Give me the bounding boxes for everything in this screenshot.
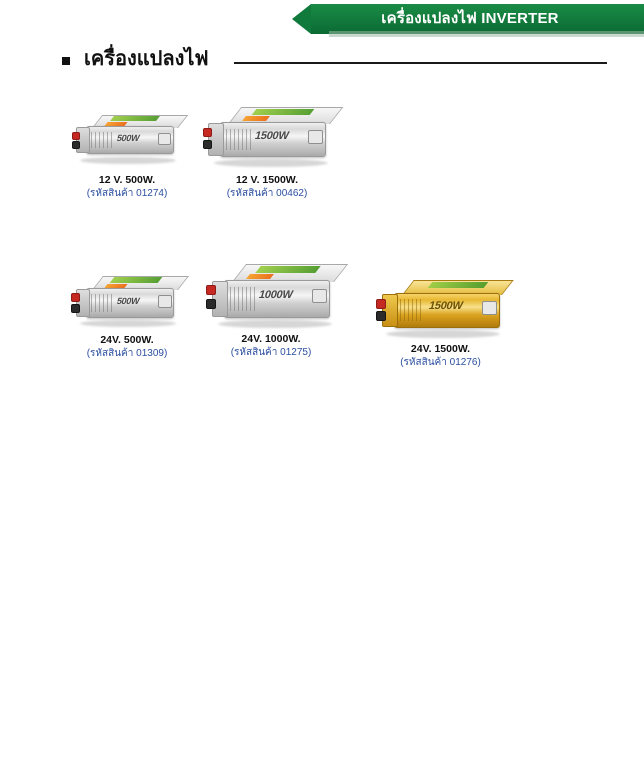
negative-terminal xyxy=(72,141,80,149)
inverter-illustration xyxy=(372,272,510,340)
product-item[interactable] xyxy=(62,258,192,361)
product-item[interactable] xyxy=(62,95,192,201)
product-item[interactable] xyxy=(192,95,342,201)
orange-stripe xyxy=(242,116,270,121)
drop-shadow xyxy=(80,320,176,327)
product-image xyxy=(196,250,346,332)
product-code: (รหัสสินค้า 01274) xyxy=(86,188,168,199)
positive-terminal xyxy=(203,128,212,137)
ac-socket xyxy=(482,301,497,315)
drop-shadow xyxy=(386,330,500,338)
product-grid xyxy=(0,95,644,370)
ac-socket xyxy=(308,130,323,144)
inverter-illustration xyxy=(68,103,186,165)
drop-shadow xyxy=(214,159,328,167)
header-band-shadow xyxy=(329,31,644,37)
negative-terminal xyxy=(206,299,216,309)
product-code: (รหัสสินค้า 00462) xyxy=(226,188,308,199)
ac-socket xyxy=(158,133,171,145)
wattage-label: 1500W xyxy=(427,300,464,312)
wattage-label: 500W xyxy=(115,133,141,143)
inverter-illustration xyxy=(204,254,342,330)
product-row xyxy=(0,220,644,370)
vent-grille xyxy=(230,287,256,311)
green-stripe xyxy=(255,266,320,273)
product-item[interactable] xyxy=(196,250,346,360)
wattage-label: 500W xyxy=(115,296,141,306)
wattage-label: 1500W xyxy=(253,130,290,142)
green-stripe xyxy=(110,277,163,283)
section-heading xyxy=(62,46,607,76)
product-name: 12 V. 1500W. xyxy=(235,174,299,186)
vent-grille xyxy=(400,299,424,321)
vent-grille xyxy=(226,129,252,150)
header-banner xyxy=(311,0,644,38)
drop-shadow xyxy=(80,157,176,164)
product-code: (รหัสสินค้า 01275) xyxy=(230,347,312,358)
drop-shadow xyxy=(218,320,332,328)
orange-stripe xyxy=(246,274,274,279)
product-item[interactable] xyxy=(368,270,513,370)
product-code: (รหัสสินค้า 01309) xyxy=(86,348,168,359)
product-image xyxy=(368,270,513,342)
negative-terminal xyxy=(376,311,386,321)
green-stripe xyxy=(110,116,160,121)
product-name: 24V. 500W. xyxy=(100,334,154,346)
product-image xyxy=(62,95,192,173)
header-title: เครื่องแปลงไฟ INVERTER xyxy=(381,10,559,27)
negative-terminal xyxy=(203,140,212,149)
green-stripe xyxy=(252,109,315,115)
positive-terminal xyxy=(71,293,80,302)
positive-terminal xyxy=(72,132,80,140)
inverter-illustration xyxy=(68,264,186,328)
product-row xyxy=(0,95,644,220)
square-bullet-icon xyxy=(62,57,70,65)
positive-terminal xyxy=(376,299,386,309)
vent-grille xyxy=(91,132,113,148)
negative-terminal xyxy=(71,304,80,313)
green-stripe xyxy=(428,282,489,288)
product-code: (รหัสสินค้า 01276) xyxy=(400,357,481,368)
ac-socket xyxy=(312,289,327,303)
heading-divider xyxy=(234,62,607,64)
page-title: เครื่องแปลงไฟ xyxy=(84,48,209,70)
vent-grille xyxy=(91,294,113,312)
positive-terminal xyxy=(206,285,216,295)
product-name: 24V. 1000W. xyxy=(241,333,301,345)
ac-socket xyxy=(158,295,172,308)
product-image xyxy=(62,258,192,333)
product-name: 24V. 1500W. xyxy=(410,343,471,355)
wattage-label: 1000W xyxy=(257,289,294,301)
product-name: 12 V. 500W. xyxy=(98,174,156,186)
product-image xyxy=(192,95,342,173)
inverter-left-panel xyxy=(76,127,90,153)
inverter-illustration xyxy=(200,97,338,169)
